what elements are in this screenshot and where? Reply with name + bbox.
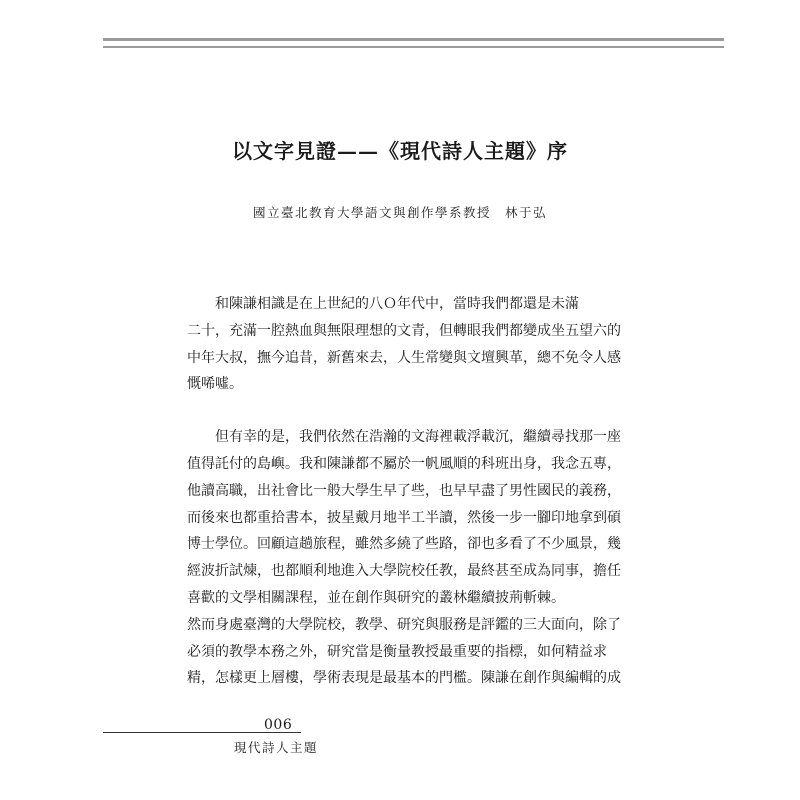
paragraph-1 <box>187 291 627 398</box>
running-title: 現代詩人主題 <box>234 740 319 755</box>
text-line: 經波折試煉，也都順利地進入大學院校任教，最終甚至成為同事，擔任 <box>187 563 621 580</box>
text-line: 值得託付的島嶼。我和陳謙都不屬於一帆風順的科班出身，我念五專， <box>187 455 621 472</box>
paragraph-3 <box>187 612 627 692</box>
text-line: 慨唏噓。 <box>187 376 243 393</box>
text-line: 但有幸的是，我們依然在浩瀚的文海裡載浮載沉，繼續尋找那一座 <box>215 429 621 446</box>
text-line: 和陳謙相識是在上世紀的八Ｏ年代中，當時我們都還是未滿 <box>215 296 579 312</box>
text-line: 必須的教學本務之外，研究當是衡量教授最重要的指標，如何精益求 <box>187 643 607 660</box>
text-line: 精，怎樣更上層樓，學術表現是最基本的門檻。陳謙在創作與編輯的成 <box>187 670 621 687</box>
text-line: 而後來也都重拾書本，披星戴月地半工半讀，然後一步一腳印地拿到碩 <box>187 509 621 526</box>
text-line: 博士學位。回顧這趟旅程，雖然多繞了些路，卻也多看了不少風景，幾 <box>187 536 621 553</box>
paragraph-2 <box>187 424 627 612</box>
body-text <box>187 291 627 692</box>
author-byline: 國立臺北教育大學語文與創作學系教授 林于弘 <box>252 205 547 220</box>
page-number: 006 <box>264 717 293 733</box>
text-line: 他讀高職，出社會比一般大學生早了些，也早早盡了男性國民的義務， <box>187 482 621 499</box>
header-double-rule <box>103 38 724 48</box>
text-line: 然而身處臺灣的大學院校，教學、研究與服務是評鑑的三大面向，除了 <box>187 616 621 633</box>
page-title: 以文字見證——《現代詩人主題》序 <box>232 139 568 163</box>
text-line: 喜歡的文學相關課程，並在創作與研究的叢林繼續披荊斬棘。 <box>187 589 565 606</box>
text-line: 中年大叔，撫今追昔，新舊來去，人生常變與文壇興革，總不免令人感 <box>187 349 621 366</box>
footer-rule <box>103 732 301 733</box>
text-line: 二十，充滿一腔熱血與無限理想的文青，但轉眼我們都變成坐五望六的 <box>187 322 621 339</box>
